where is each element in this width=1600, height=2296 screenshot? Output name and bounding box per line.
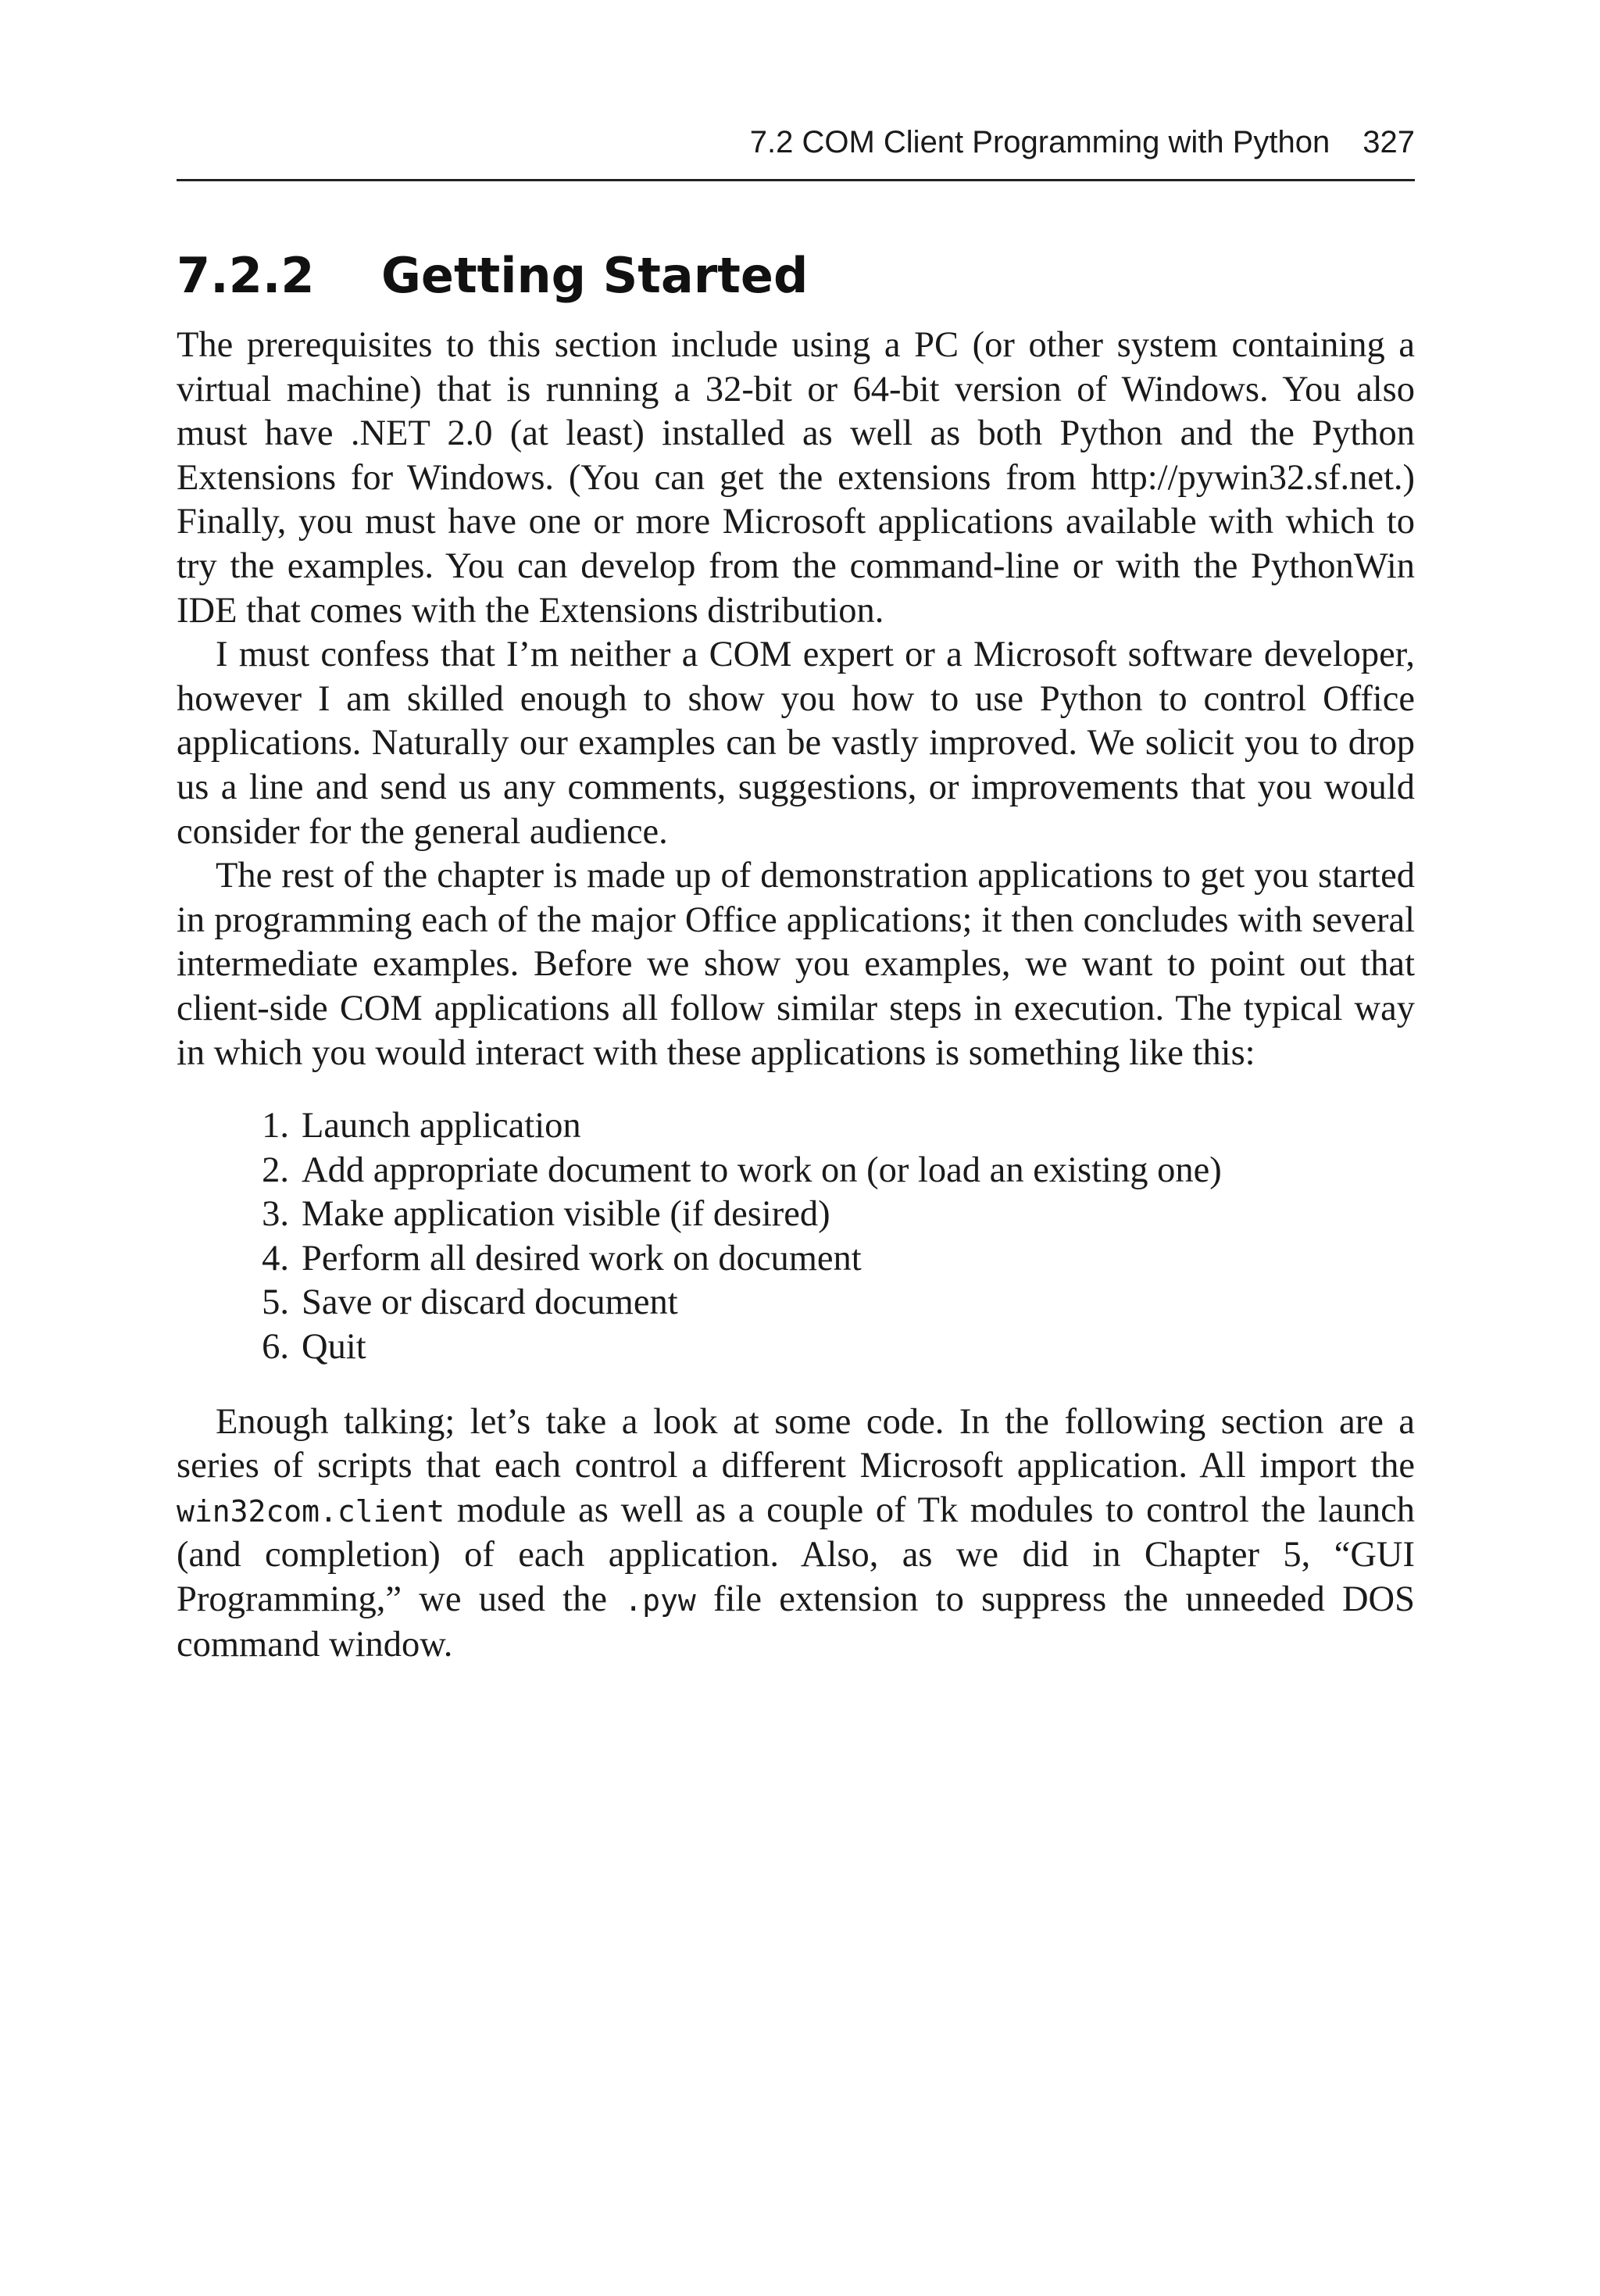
list-marker: 1. bbox=[262, 1106, 289, 1146]
list-marker: 6. bbox=[262, 1327, 289, 1368]
page-number: 327 bbox=[1362, 125, 1415, 159]
list-item-text: Make application visible (if desired) bbox=[302, 1194, 830, 1235]
list-item-text: Add appropriate document to work on (or load an existing one) bbox=[302, 1150, 1222, 1190]
running-head-title: 7.2 COM Client Programming with Python bbox=[749, 125, 1330, 159]
paragraph-closing bbox=[177, 1400, 1415, 1668]
list-item bbox=[242, 1104, 1466, 1149]
list-item bbox=[242, 1149, 1466, 1193]
list-item-text: Perform all desired work on document bbox=[302, 1238, 862, 1279]
list-item bbox=[242, 1325, 1466, 1370]
steps-list bbox=[177, 1104, 1466, 1370]
section-heading bbox=[177, 241, 808, 311]
list-item bbox=[242, 1281, 1466, 1325]
list-marker: 3. bbox=[262, 1194, 289, 1235]
section-number: 7.2.2 bbox=[177, 247, 315, 304]
body-text bbox=[177, 324, 1415, 1667]
closing-text-2: module as well as a couple of Tk modules to control the launch (and completion) of each application. Also, as we did in Chapter 5, “GUI Programming,” we used the bbox=[177, 1490, 1415, 1620]
paragraph-overview: The rest of the chapter is made up of demonstration applications to get you started in programming each of the major Office applications; it then concludes with several intermediate examples. Before we show you examples, we want to point out that client-side COM applications all follow similar steps in execution. The typical way in which you would interact with these applications is something like this: bbox=[177, 856, 1415, 1073]
closing-text-1: Enough talking; let’s take a look at some code. In the following section are a series of scripts that each control a different Microsoft application. All import the bbox=[177, 1401, 1415, 1486]
list-marker: 5. bbox=[262, 1282, 289, 1323]
list-marker: 4. bbox=[262, 1238, 289, 1279]
paragraph-confession: I must confess that I’m neither a COM expert or a Microsoft software developer, however I am skilled enough to show you how to use Python to control Office applications. Naturally our examples can be vastly improved. We solicit you to drop us a line and send us any comments, suggestions, or improvements that you would consider for the general audience. bbox=[177, 635, 1415, 852]
module-name-code: win32com.client bbox=[177, 1493, 445, 1529]
header-rule bbox=[177, 179, 1415, 181]
list-item bbox=[242, 1237, 1466, 1282]
list-marker: 2. bbox=[262, 1150, 289, 1190]
list-item-text: Save or discard document bbox=[302, 1282, 678, 1323]
list-item-text: Launch application bbox=[302, 1106, 581, 1146]
list-item bbox=[242, 1193, 1466, 1237]
paragraph-prerequisites: The prerequisites to this section include using a PC (or other system containing a virtual machine) that is running a 32-bit or 64-bit version of Windows. You also must have .NET 2.0 (at least) installed as well as both Python and the Python Extensions for Windows. (You can get the extensions from http://pywin32.sf.net.) Finally, you must have one or more Microsoft applications available with which to try the examples. You can develop from the command-line or with the PythonWin IDE that comes with the Extensions distribution. bbox=[177, 325, 1415, 631]
list-item-text: Quit bbox=[302, 1327, 366, 1368]
section-title: Getting Started bbox=[381, 247, 809, 304]
running-head bbox=[750, 119, 1415, 166]
file-extension-code: .pyw bbox=[624, 1583, 696, 1618]
closing-text-3: file extension to suppress the unneeded DOS command window. bbox=[177, 1579, 1415, 1665]
